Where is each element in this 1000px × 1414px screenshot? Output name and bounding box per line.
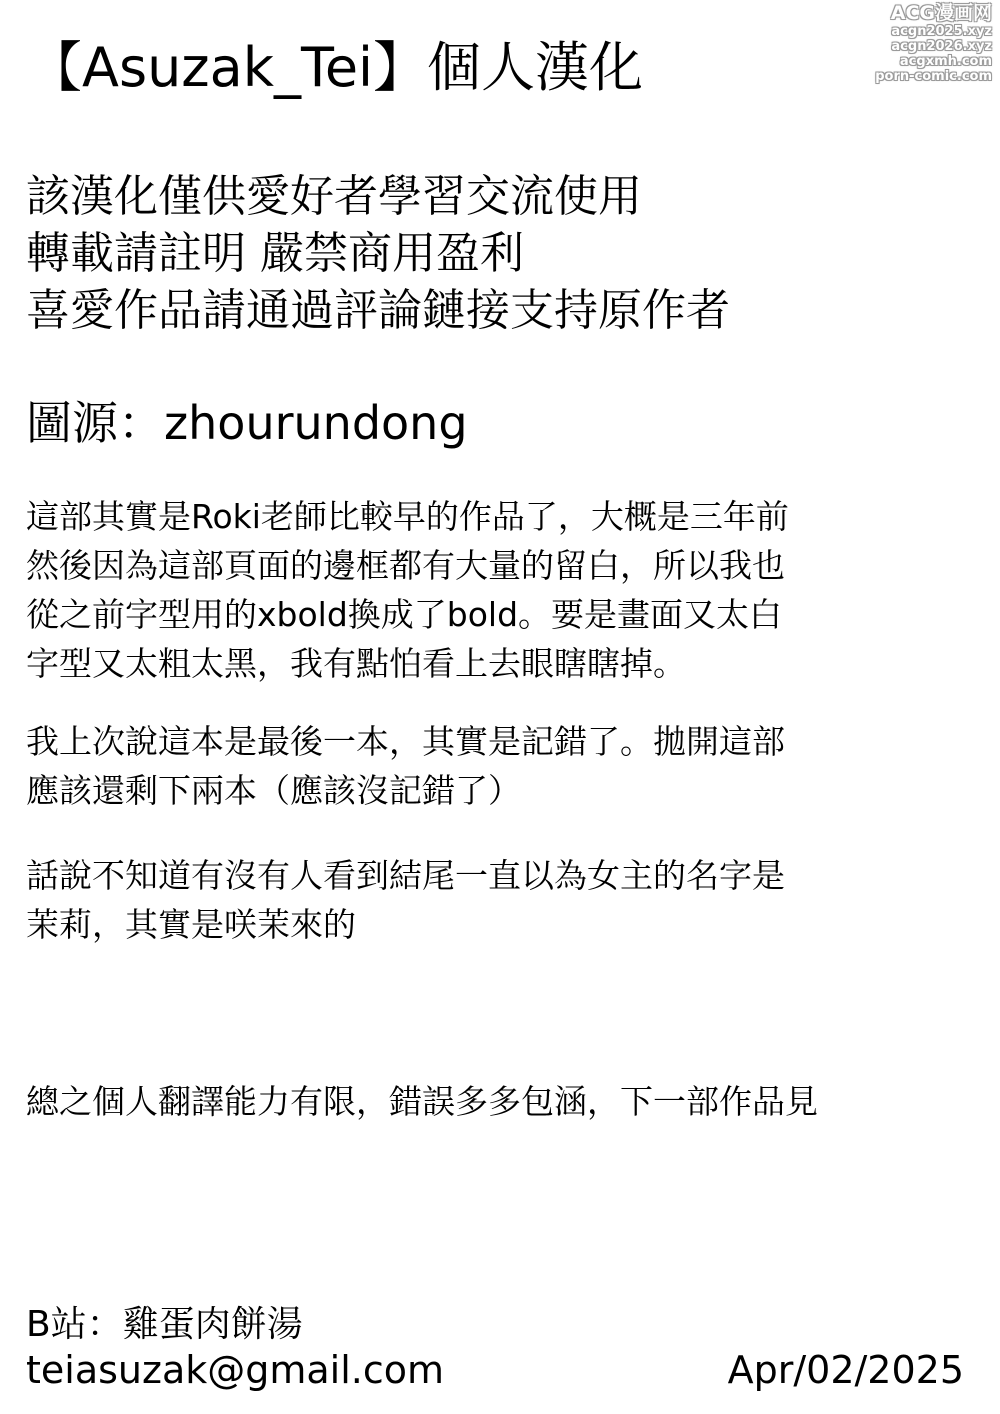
notice-line: 該漢化僅供愛好者學習交流使用 — [26, 171, 642, 222]
paragraph-line: 這部其實是Roki老師比較早的作品了，大概是三年前 — [26, 497, 789, 536]
paragraph-line: 我上次說這本是最後一本，其實是記錯了。拋開這部 — [26, 722, 785, 761]
site-watermark — [850, 2, 992, 84]
paragraph-line: 總之個人翻譯能力有限，錯誤多多包涵，下一部作品見 — [26, 1082, 818, 1121]
paragraph-line: 然後因為這部頁面的邊框都有大量的留白，所以我也 — [26, 546, 785, 585]
bilibili-handle: B站：雞蛋肉餅湯 — [26, 1304, 303, 1345]
paragraph — [26, 492, 789, 688]
paragraph-line: 應該還剩下兩本（應該沒記錯了） — [26, 771, 521, 810]
release-date: Apr/02/2025 — [727, 1348, 964, 1392]
paragraph-line: 字型又太粗太黑，我有點怕看上去眼瞎瞎掉。 — [26, 644, 686, 683]
paragraph — [26, 1077, 818, 1126]
image-source: 圖源：zhourundong — [26, 396, 468, 450]
page-title: 【Asuzak_Tei】個人漢化 — [28, 36, 644, 99]
notice-line: 轉載請註明 嚴禁商用盈利 — [26, 228, 524, 279]
watermark-url: acgn2026.xyz — [891, 39, 992, 54]
paragraph — [26, 851, 785, 949]
usage-notice — [26, 168, 730, 339]
paragraph — [26, 717, 785, 815]
watermark-url: porn-comic.com — [875, 69, 992, 84]
notice-line: 喜愛作品請通過評論鏈接支持原作者 — [26, 285, 730, 336]
paragraph-line: 從之前字型用的xbold換成了bold。要是畫面又太白 — [26, 595, 783, 634]
watermark-url: acgxmh.com — [899, 54, 992, 69]
paragraph-line: 茉莉，其實是咲茉來的 — [26, 905, 356, 944]
contact-email: teiasuzak@gmail.com — [26, 1348, 445, 1392]
paragraph-line: 話說不知道有沒有人看到結尾一直以為女主的名字是 — [26, 856, 785, 895]
watermark-url: acgn2025.xyz — [891, 24, 992, 39]
watermark-logo: ACG漫画网 — [890, 2, 992, 24]
